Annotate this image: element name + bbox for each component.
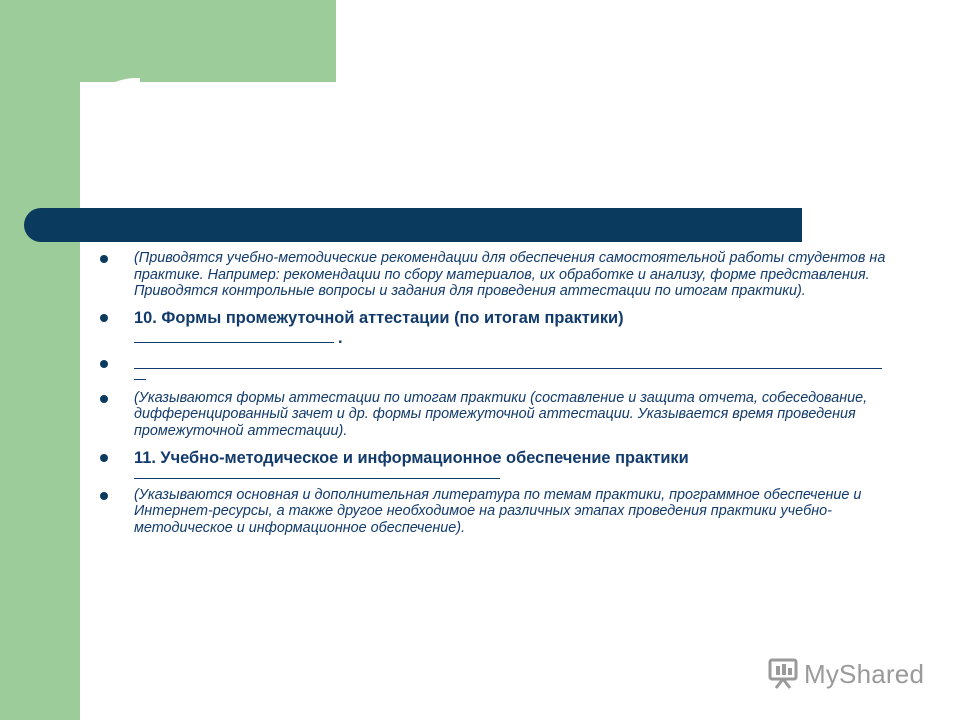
content-area-corner xyxy=(80,78,140,138)
section-10-blank xyxy=(134,328,890,348)
presentation-board-icon xyxy=(766,657,800,691)
left-accent-strip xyxy=(0,0,80,720)
period-mark: . xyxy=(338,328,343,347)
blank-line xyxy=(134,356,882,369)
list-item xyxy=(100,308,890,348)
bullet-list xyxy=(100,250,890,536)
title-bar xyxy=(24,208,802,242)
section-11-heading: 11. Учебно-методическое и информационное обеспечение практики xyxy=(134,448,689,467)
list-item xyxy=(100,250,890,300)
slide-body xyxy=(100,250,890,544)
list-item xyxy=(100,448,890,479)
section-10-heading: 10. Формы промежуточной аттестации (по итогам практики) xyxy=(134,308,624,327)
attestation-forms-note: (Указываются формы аттестации по итогам практики (составление и защита отчета, собеседование, дифференцированный зачет и др. формы промежуточной аттестации. Указывается время проведения промежуточной аттестации). xyxy=(134,389,868,439)
list-item xyxy=(100,356,890,382)
blank-line xyxy=(134,328,334,343)
literature-resources-note: (Указываются основная и дополнительная литература по темам практики, программное обеспечение и Интернет-ресурсы, а также другое необходимое на различных этапах проведения практики учебно-методическое и информационное обеспечение). xyxy=(134,486,862,536)
blank-line-tail xyxy=(134,369,146,380)
top-accent-block xyxy=(80,0,336,82)
practice-recommendations-note: (Приводятся учебно-методические рекомендации для обеспечения самостоятельной работы студентов на практике. Например: рекомендации по сбору материалов, их обработке и анализу, форме представления. Приводятся контрольные вопросы и задания для проведения аттестации по итогам практики). xyxy=(134,250,886,300)
watermark xyxy=(766,656,936,692)
list-item xyxy=(100,390,890,440)
watermark-brand: MyShared xyxy=(804,658,925,689)
blank-line xyxy=(134,468,500,479)
list-item xyxy=(100,487,890,537)
